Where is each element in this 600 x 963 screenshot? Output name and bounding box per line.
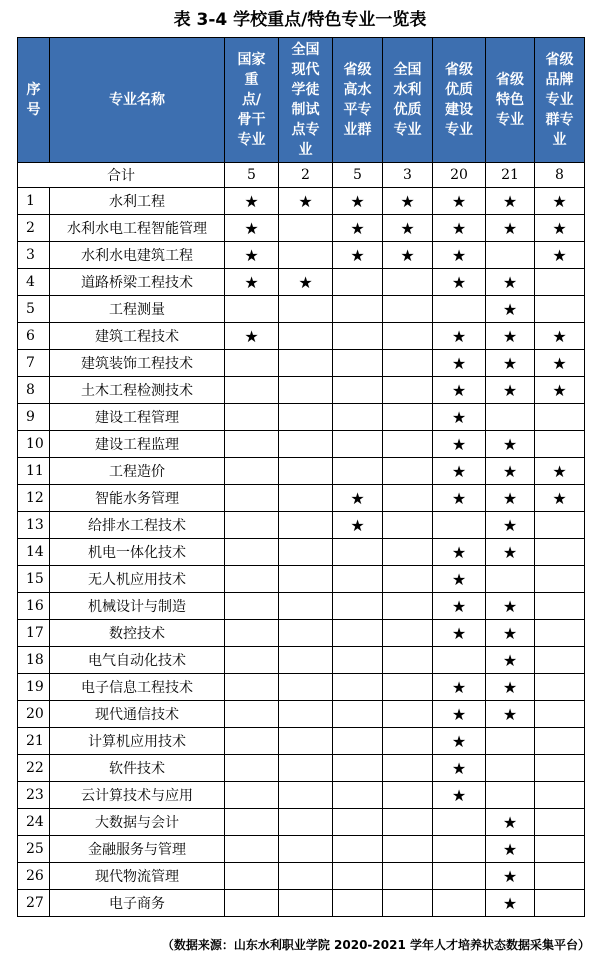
- empty-cell: [383, 296, 433, 323]
- empty-cell: [486, 782, 535, 809]
- major-name: 智能水务管理: [50, 485, 225, 512]
- empty-cell: [383, 728, 433, 755]
- table-row: [18, 890, 585, 917]
- empty-cell: [279, 890, 333, 917]
- row-number: 17: [18, 620, 50, 647]
- empty-cell: [279, 458, 333, 485]
- empty-cell: [535, 755, 585, 782]
- row-number: 19: [18, 674, 50, 701]
- empty-cell: [535, 431, 585, 458]
- table-row: [18, 647, 585, 674]
- header-name: 专业名称: [50, 38, 225, 163]
- row-number: 21: [18, 728, 50, 755]
- empty-cell: [535, 296, 585, 323]
- star-icon: ★: [433, 323, 486, 350]
- empty-cell: [333, 782, 383, 809]
- empty-cell: [225, 836, 279, 863]
- empty-cell: [333, 701, 383, 728]
- star-icon: ★: [486, 863, 535, 890]
- star-icon: ★: [433, 593, 486, 620]
- star-icon: ★: [486, 323, 535, 350]
- summary-label: 合计: [18, 163, 225, 188]
- empty-cell: [279, 242, 333, 269]
- empty-cell: [333, 863, 383, 890]
- empty-cell: [225, 593, 279, 620]
- empty-cell: [279, 755, 333, 782]
- major-name: 计算机应用技术: [50, 728, 225, 755]
- table-row: [18, 323, 585, 350]
- row-number: 10: [18, 431, 50, 458]
- empty-cell: [535, 782, 585, 809]
- empty-cell: [279, 863, 333, 890]
- empty-cell: [225, 701, 279, 728]
- summary-value: 8: [535, 163, 585, 188]
- major-name: 电子信息工程技术: [50, 674, 225, 701]
- empty-cell: [433, 863, 486, 890]
- table-title: 表 3-4 学校重点/特色专业一览表: [173, 10, 427, 30]
- summary-row: [18, 163, 585, 188]
- major-name: 金融服务与管理: [50, 836, 225, 863]
- empty-cell: [279, 566, 333, 593]
- table-row: [18, 836, 585, 863]
- empty-cell: [225, 782, 279, 809]
- empty-cell: [279, 836, 333, 863]
- empty-cell: [383, 809, 433, 836]
- empty-cell: [433, 296, 486, 323]
- empty-cell: [535, 836, 585, 863]
- empty-cell: [333, 809, 383, 836]
- header-col: 省级品牌专业群专业: [535, 38, 585, 163]
- empty-cell: [535, 404, 585, 431]
- major-name: 数控技术: [50, 620, 225, 647]
- table-row: [18, 242, 585, 269]
- major-name: 工程造价: [50, 458, 225, 485]
- empty-cell: [383, 620, 433, 647]
- empty-cell: [383, 890, 433, 917]
- empty-cell: [333, 350, 383, 377]
- empty-cell: [279, 728, 333, 755]
- table-row: [18, 674, 585, 701]
- empty-cell: [225, 350, 279, 377]
- major-name: 现代通信技术: [50, 701, 225, 728]
- header-seq: 序号: [18, 38, 50, 163]
- empty-cell: [333, 404, 383, 431]
- row-number: 12: [18, 485, 50, 512]
- major-name: 土木工程检测技术: [50, 377, 225, 404]
- star-icon: ★: [486, 431, 535, 458]
- empty-cell: [333, 458, 383, 485]
- empty-cell: [279, 512, 333, 539]
- empty-cell: [383, 404, 433, 431]
- major-name: 建筑装饰工程技术: [50, 350, 225, 377]
- table-row: [18, 350, 585, 377]
- empty-cell: [333, 323, 383, 350]
- summary-value: 20: [433, 163, 486, 188]
- major-name: 机械设计与制造: [50, 593, 225, 620]
- star-icon: ★: [333, 485, 383, 512]
- table-row: [18, 188, 585, 215]
- star-icon: ★: [433, 620, 486, 647]
- table-row: [18, 863, 585, 890]
- major-name: 建设工程监理: [50, 431, 225, 458]
- empty-cell: [279, 701, 333, 728]
- empty-cell: [225, 458, 279, 485]
- summary-value: 5: [225, 163, 279, 188]
- star-icon: ★: [535, 215, 585, 242]
- empty-cell: [333, 674, 383, 701]
- empty-cell: [225, 539, 279, 566]
- empty-cell: [535, 566, 585, 593]
- star-icon: ★: [486, 836, 535, 863]
- major-name: 机电一体化技术: [50, 539, 225, 566]
- row-number: 18: [18, 647, 50, 674]
- empty-cell: [225, 647, 279, 674]
- major-name: 大数据与会计: [50, 809, 225, 836]
- empty-cell: [383, 836, 433, 863]
- row-number: 24: [18, 809, 50, 836]
- empty-cell: [225, 431, 279, 458]
- header-col: 省级特色专业: [486, 38, 535, 163]
- star-icon: ★: [486, 296, 535, 323]
- major-name: 现代物流管理: [50, 863, 225, 890]
- empty-cell: [333, 647, 383, 674]
- star-icon: ★: [535, 242, 585, 269]
- empty-cell: [383, 431, 433, 458]
- major-name: 软件技术: [50, 755, 225, 782]
- empty-cell: [279, 350, 333, 377]
- star-icon: ★: [486, 539, 535, 566]
- major-name: 水利工程: [50, 188, 225, 215]
- empty-cell: [333, 890, 383, 917]
- star-icon: ★: [486, 485, 535, 512]
- empty-cell: [535, 701, 585, 728]
- empty-cell: [333, 593, 383, 620]
- star-icon: ★: [433, 215, 486, 242]
- table-row: [18, 701, 585, 728]
- empty-cell: [433, 647, 486, 674]
- star-icon: ★: [535, 377, 585, 404]
- star-icon: ★: [433, 539, 486, 566]
- table-row: [18, 404, 585, 431]
- star-icon: ★: [225, 323, 279, 350]
- empty-cell: [225, 485, 279, 512]
- star-icon: ★: [433, 242, 486, 269]
- row-number: 26: [18, 863, 50, 890]
- header-row: [18, 38, 585, 163]
- row-number: 27: [18, 890, 50, 917]
- empty-cell: [535, 620, 585, 647]
- empty-cell: [279, 215, 333, 242]
- empty-cell: [279, 323, 333, 350]
- empty-cell: [433, 836, 486, 863]
- star-icon: ★: [279, 269, 333, 296]
- star-icon: ★: [225, 188, 279, 215]
- empty-cell: [333, 836, 383, 863]
- table-row: [18, 512, 585, 539]
- empty-cell: [486, 755, 535, 782]
- empty-cell: [225, 809, 279, 836]
- row-number: 20: [18, 701, 50, 728]
- star-icon: ★: [225, 269, 279, 296]
- star-icon: ★: [433, 458, 486, 485]
- star-icon: ★: [535, 485, 585, 512]
- empty-cell: [383, 323, 433, 350]
- star-icon: ★: [535, 350, 585, 377]
- star-icon: ★: [333, 512, 383, 539]
- empty-cell: [279, 782, 333, 809]
- star-icon: ★: [433, 269, 486, 296]
- empty-cell: [383, 782, 433, 809]
- empty-cell: [279, 485, 333, 512]
- star-icon: ★: [486, 593, 535, 620]
- empty-cell: [535, 809, 585, 836]
- star-icon: ★: [486, 377, 535, 404]
- empty-cell: [383, 674, 433, 701]
- header-col: 国家重点/骨干专业: [225, 38, 279, 163]
- row-number: 6: [18, 323, 50, 350]
- empty-cell: [486, 404, 535, 431]
- table-row: [18, 539, 585, 566]
- row-number: 25: [18, 836, 50, 863]
- empty-cell: [535, 539, 585, 566]
- star-icon: ★: [433, 701, 486, 728]
- empty-cell: [383, 863, 433, 890]
- major-name: 云计算技术与应用: [50, 782, 225, 809]
- empty-cell: [333, 296, 383, 323]
- empty-cell: [383, 269, 433, 296]
- star-icon: ★: [486, 188, 535, 215]
- empty-cell: [383, 539, 433, 566]
- star-icon: ★: [333, 188, 383, 215]
- table-row: [18, 620, 585, 647]
- empty-cell: [279, 377, 333, 404]
- star-icon: ★: [535, 323, 585, 350]
- header-col: 省级优质建设专业: [433, 38, 486, 163]
- row-number: 4: [18, 269, 50, 296]
- empty-cell: [333, 431, 383, 458]
- data-source-note: （数据来源：山东水利职业学院 2020-2021 学年人才培养状态数据采集平台）: [161, 938, 590, 952]
- empty-cell: [433, 890, 486, 917]
- empty-cell: [535, 593, 585, 620]
- empty-cell: [333, 620, 383, 647]
- table-row: [18, 566, 585, 593]
- empty-cell: [535, 269, 585, 296]
- star-icon: ★: [486, 647, 535, 674]
- summary-value: 3: [383, 163, 433, 188]
- empty-cell: [486, 728, 535, 755]
- empty-cell: [225, 890, 279, 917]
- star-icon: ★: [486, 215, 535, 242]
- star-icon: ★: [486, 809, 535, 836]
- empty-cell: [535, 863, 585, 890]
- major-name: 道路桥梁工程技术: [50, 269, 225, 296]
- star-icon: ★: [433, 377, 486, 404]
- header-col: 全国现代学徒制试点专业: [279, 38, 333, 163]
- major-name: 电子商务: [50, 890, 225, 917]
- table-row: [18, 377, 585, 404]
- summary-value: 2: [279, 163, 333, 188]
- star-icon: ★: [433, 431, 486, 458]
- empty-cell: [383, 647, 433, 674]
- major-name: 给排水工程技术: [50, 512, 225, 539]
- empty-cell: [225, 620, 279, 647]
- star-icon: ★: [486, 458, 535, 485]
- star-icon: ★: [535, 458, 585, 485]
- star-icon: ★: [433, 755, 486, 782]
- empty-cell: [383, 458, 433, 485]
- empty-cell: [225, 512, 279, 539]
- table-row: [18, 809, 585, 836]
- major-table: [17, 37, 585, 917]
- major-name: 水利水电建筑工程: [50, 242, 225, 269]
- header-col: 省级高水平专业群: [333, 38, 383, 163]
- star-icon: ★: [486, 512, 535, 539]
- empty-cell: [333, 728, 383, 755]
- star-icon: ★: [433, 782, 486, 809]
- empty-cell: [383, 512, 433, 539]
- summary-value: 5: [333, 163, 383, 188]
- star-icon: ★: [535, 188, 585, 215]
- empty-cell: [279, 674, 333, 701]
- empty-cell: [486, 242, 535, 269]
- star-icon: ★: [433, 566, 486, 593]
- empty-cell: [383, 701, 433, 728]
- empty-cell: [225, 674, 279, 701]
- empty-cell: [383, 755, 433, 782]
- empty-cell: [433, 809, 486, 836]
- row-number: 2: [18, 215, 50, 242]
- major-name: 建筑工程技术: [50, 323, 225, 350]
- empty-cell: [225, 296, 279, 323]
- row-number: 22: [18, 755, 50, 782]
- empty-cell: [279, 809, 333, 836]
- table-row: [18, 458, 585, 485]
- empty-cell: [225, 863, 279, 890]
- header-col: 全国水利优质专业: [383, 38, 433, 163]
- star-icon: ★: [333, 242, 383, 269]
- table-row: [18, 782, 585, 809]
- summary-value: 21: [486, 163, 535, 188]
- row-number: 13: [18, 512, 50, 539]
- empty-cell: [535, 890, 585, 917]
- empty-cell: [279, 620, 333, 647]
- empty-cell: [225, 728, 279, 755]
- row-number: 5: [18, 296, 50, 323]
- star-icon: ★: [225, 215, 279, 242]
- star-icon: ★: [383, 215, 433, 242]
- empty-cell: [383, 485, 433, 512]
- table-row: [18, 485, 585, 512]
- row-number: 23: [18, 782, 50, 809]
- star-icon: ★: [486, 674, 535, 701]
- star-icon: ★: [486, 701, 535, 728]
- empty-cell: [383, 350, 433, 377]
- empty-cell: [225, 404, 279, 431]
- empty-cell: [333, 539, 383, 566]
- empty-cell: [333, 377, 383, 404]
- row-number: 7: [18, 350, 50, 377]
- empty-cell: [279, 593, 333, 620]
- empty-cell: [383, 593, 433, 620]
- row-number: 11: [18, 458, 50, 485]
- star-icon: ★: [383, 242, 433, 269]
- table-row: [18, 296, 585, 323]
- star-icon: ★: [433, 188, 486, 215]
- empty-cell: [535, 674, 585, 701]
- empty-cell: [383, 377, 433, 404]
- star-icon: ★: [433, 350, 486, 377]
- table-row: [18, 215, 585, 242]
- empty-cell: [433, 512, 486, 539]
- major-name: 电气自动化技术: [50, 647, 225, 674]
- empty-cell: [279, 539, 333, 566]
- row-number: 1: [18, 188, 50, 215]
- empty-cell: [333, 566, 383, 593]
- star-icon: ★: [433, 728, 486, 755]
- star-icon: ★: [383, 188, 433, 215]
- empty-cell: [535, 512, 585, 539]
- empty-cell: [279, 296, 333, 323]
- row-number: 9: [18, 404, 50, 431]
- empty-cell: [279, 404, 333, 431]
- empty-cell: [486, 566, 535, 593]
- table-row: [18, 755, 585, 782]
- star-icon: ★: [225, 242, 279, 269]
- row-number: 14: [18, 539, 50, 566]
- empty-cell: [279, 431, 333, 458]
- empty-cell: [225, 755, 279, 782]
- empty-cell: [333, 755, 383, 782]
- table-row: [18, 728, 585, 755]
- row-number: 16: [18, 593, 50, 620]
- star-icon: ★: [433, 674, 486, 701]
- major-name: 无人机应用技术: [50, 566, 225, 593]
- row-number: 15: [18, 566, 50, 593]
- major-name: 建设工程管理: [50, 404, 225, 431]
- major-name: 水利水电工程智能管理: [50, 215, 225, 242]
- star-icon: ★: [333, 215, 383, 242]
- star-icon: ★: [433, 485, 486, 512]
- empty-cell: [383, 566, 433, 593]
- star-icon: ★: [486, 890, 535, 917]
- empty-cell: [535, 647, 585, 674]
- empty-cell: [333, 269, 383, 296]
- empty-cell: [225, 566, 279, 593]
- major-name: 工程测量: [50, 296, 225, 323]
- row-number: 3: [18, 242, 50, 269]
- empty-cell: [279, 647, 333, 674]
- table-row: [18, 593, 585, 620]
- star-icon: ★: [486, 350, 535, 377]
- star-icon: ★: [486, 620, 535, 647]
- table-row: [18, 269, 585, 296]
- star-icon: ★: [486, 269, 535, 296]
- empty-cell: [225, 377, 279, 404]
- row-number: 8: [18, 377, 50, 404]
- table-row: [18, 431, 585, 458]
- empty-cell: [535, 728, 585, 755]
- star-icon: ★: [279, 188, 333, 215]
- star-icon: ★: [433, 404, 486, 431]
